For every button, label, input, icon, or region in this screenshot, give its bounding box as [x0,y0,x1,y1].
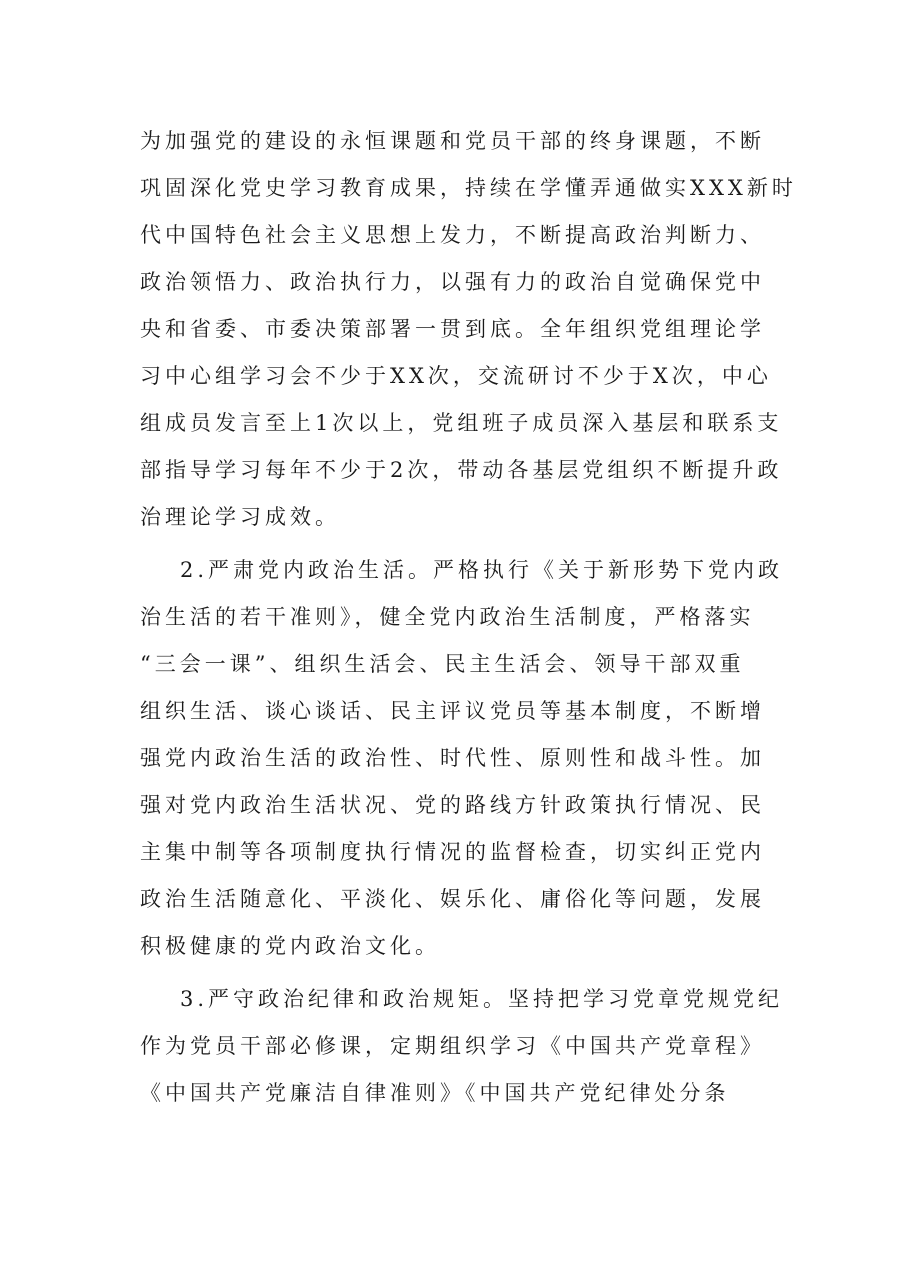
text-line: 习中心组学习会不少于XX次，交流研讨不少于X次，中心 [140,364,772,388]
paragraph-3 [140,976,784,1117]
text-line-first: 2.严肃党内政治生活。严格执行《关于新形势下党内政 [180,558,784,582]
text-line: 组织生活、谈心谈话、民主评议党员等基本制度，不断增 [140,699,765,723]
text-line: 为加强党的建设的永恒课题和党员干部的终身课题，不断 [140,129,765,153]
text-line: 部指导学习每年不少于2次，带动各基层党组织不断提升政 [140,458,783,482]
text-line: 政治领悟力、政治执行力，以强有力的政治自觉确保党中 [140,270,765,294]
text-line: 代中国特色社会主义思想上发力，不断提高政治判断力、 [140,223,765,247]
text-line: 治理论学习成效。 [140,505,340,529]
text-line: 央和省委、市委决策部署一贯到底。全年组织党组理论学 [140,317,765,341]
text-line: 主集中制等各项制度执行情况的监督检查，切实纠正党内 [140,840,765,864]
text-line: 政治生活随意化、平淡化、娱乐化、庸俗化等问题，发展 [140,887,765,911]
text-line-first: 3.严守政治纪律和政治规矩。坚持把学习党章党规党纪 [180,987,784,1011]
paragraph-1 [140,118,797,541]
text-line: 积极健康的党内政治文化。 [140,934,440,958]
text-line: 强党内政治生活的政治性、时代性、原则性和战斗性。加 [140,746,765,770]
text-line: 治生活的若干准则》，健全党内政治生活制度，严格落实 [140,605,755,629]
text-line: 《中国共产党廉洁自律准则》《中国共产党纪律处分条 [140,1081,730,1105]
text-line: 强对党内政治生活状况、党的路线方针政策执行情况、民 [140,793,765,817]
text-line: 作为党员干部必修课，定期组织学习《中国共产党章程》 [140,1034,765,1058]
paragraph-2 [140,547,784,970]
text-line: 巩固深化党史学习教育成果，持续在学懂弄通做实XXX新时 [140,176,797,200]
document-page [140,118,797,1117]
text-line: 组成员发言至上1次以上，党组班子成员深入基层和联系支 [140,411,783,435]
text-line: “三会一课”、组织生活会、民主生活会、领导干部双重 [140,652,745,676]
